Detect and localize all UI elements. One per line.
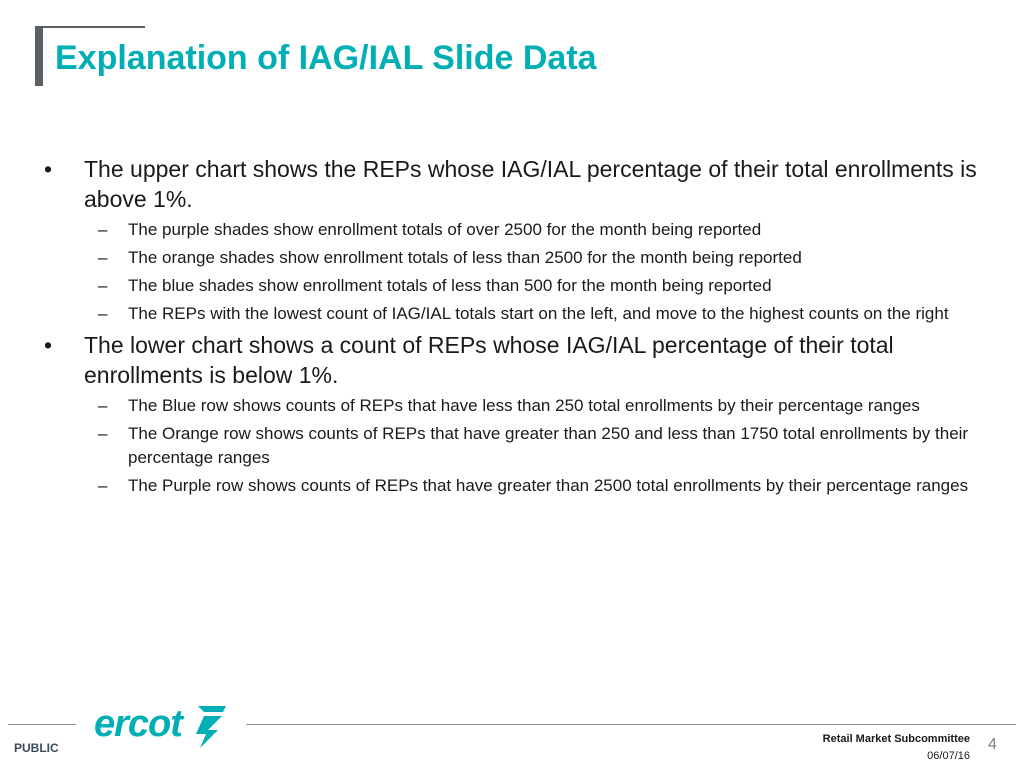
- bullet-item: [40, 154, 980, 214]
- page-number: 4: [988, 736, 997, 753]
- sub-bullet-item: [98, 394, 980, 418]
- bullet-item: [40, 330, 980, 390]
- footer-divider-left: [8, 724, 76, 725]
- sub-bullet-item: [98, 218, 980, 242]
- sub-bullet-item: [98, 302, 980, 326]
- bullet-marker: •: [44, 332, 53, 358]
- sub-bullet-item: [98, 246, 980, 270]
- classification-label: PUBLIC: [14, 741, 59, 755]
- bullet-marker: •: [44, 156, 53, 182]
- slide-date: 06/07/16: [927, 750, 970, 762]
- ercot-lightning-mark-icon: [196, 706, 226, 748]
- sub-bullet-text: The Blue row shows counts of REPs that have less than 250 total enrollments by their percentage ranges: [128, 396, 920, 415]
- sub-bullet-text: The blue shades show enrollment totals of less than 500 for the month being reported: [128, 276, 772, 295]
- bullet-text: The upper chart shows the REPs whose IAG/IAL percentage of their total enrollments is above 1%.: [84, 156, 977, 212]
- ercot-logo: [94, 700, 228, 752]
- sub-bullet-item: [98, 422, 980, 470]
- title-accent-bar: [35, 26, 43, 86]
- sub-bullet-text: The Purple row shows counts of REPs that have greater than 2500 total enrollments by their percentage ranges: [128, 476, 969, 495]
- sub-bullet-text: The purple shades show enrollment totals of over 2500 for the month being reported: [128, 220, 762, 239]
- logo-wordmark: ercot: [94, 703, 182, 745]
- sub-bullet-marker: –: [98, 304, 108, 323]
- footer-divider-right: [246, 724, 1016, 725]
- sub-bullet-marker: –: [98, 396, 108, 415]
- sub-bullet-text: The Orange row shows counts of REPs that have greater than 250 and less than 1750 total enrollments by their percentage ranges: [128, 424, 969, 467]
- sub-bullet-text: The orange shades show enrollment totals of less than 2500 for the month being reported: [128, 248, 802, 267]
- sub-bullet-marker: –: [98, 276, 108, 295]
- sub-bullet-text: The REPs with the lowest count of IAG/IAL totals start on the left, and move to the highest counts on the right: [128, 304, 949, 323]
- slide-title: Explanation of IAG/IAL Slide Data: [55, 39, 597, 77]
- sub-bullet-marker: –: [98, 220, 108, 239]
- title-accent-line: [35, 26, 145, 28]
- sub-bullet-item: [98, 474, 980, 498]
- bullet-list: [40, 150, 980, 498]
- bullet-text: The lower chart shows a count of REPs whose IAG/IAL percentage of their total enrollments is below 1%.: [84, 332, 894, 388]
- sub-bullet-marker: –: [98, 476, 108, 495]
- sub-bullet-marker: –: [98, 424, 108, 443]
- sub-bullet-marker: –: [98, 248, 108, 267]
- meeting-name: Retail Market Subcommittee: [822, 733, 970, 745]
- sub-bullet-item: [98, 274, 980, 298]
